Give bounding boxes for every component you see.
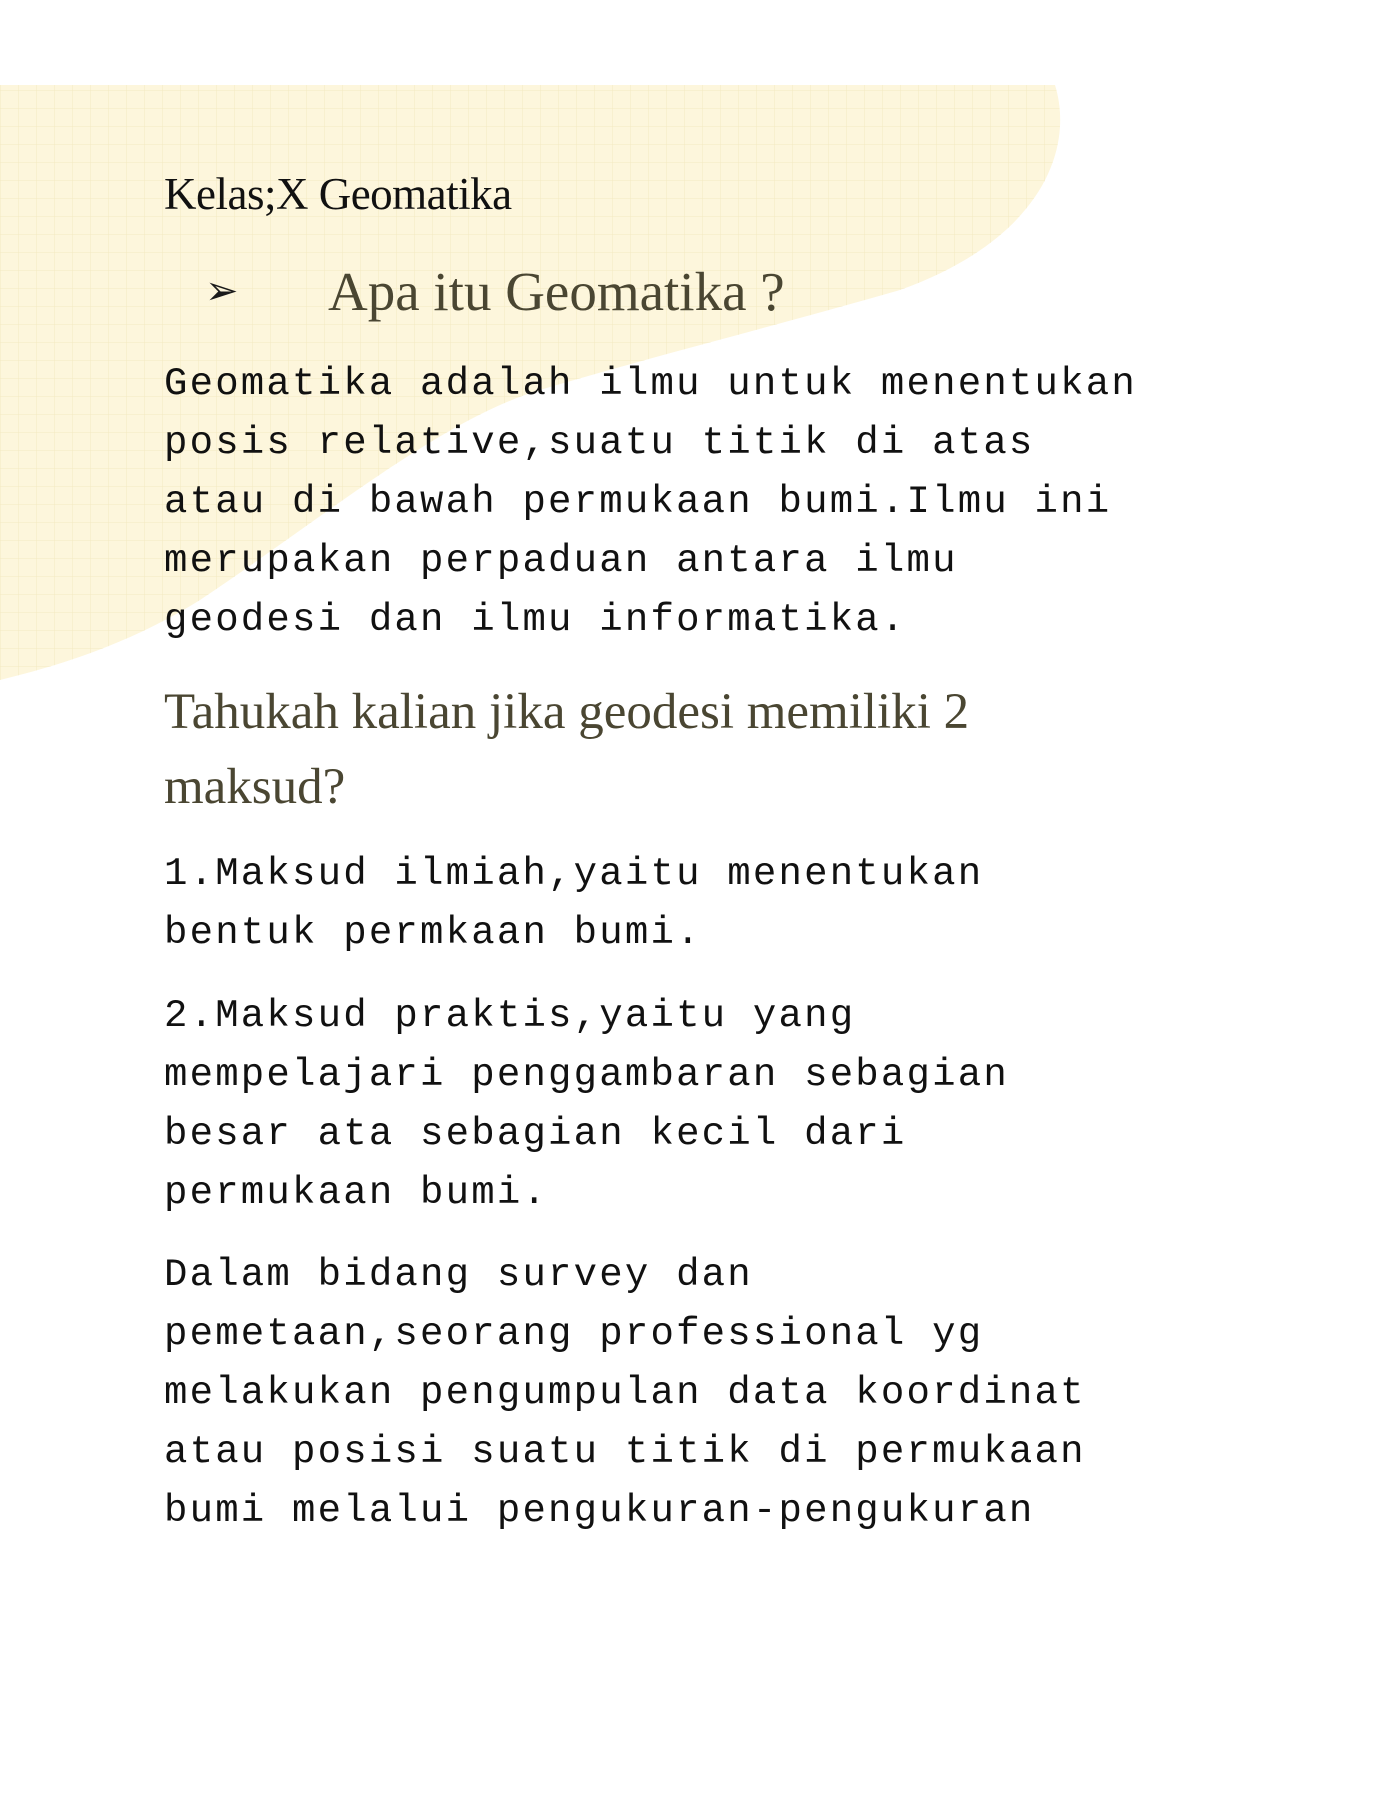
heading-geodesy-purposes: Tahukah kalian jika geodesi memiliki 2 maksud? [164, 684, 970, 815]
class-label: Kelas;X Geomatika [164, 169, 512, 219]
list-item-practical-purpose: 2.Maksud praktis,yaitu yang mempelajari penggambaran sebagian besar ata sebagian kecil dari permukaan bumi. [164, 994, 1009, 1215]
heading-what-is-geomatics: Apa itu Geomatika ? [328, 261, 785, 322]
list-item-scientific-purpose: 1.Maksud ilmiah,yaitu menentukan bentuk permkaan bumi. [164, 852, 984, 955]
arrowhead-bullet-icon: ➢ [205, 268, 239, 314]
paragraph-survey-mapping: Dalam bidang survey dan pemetaan,seorang professional yg melakukan pengumpulan data koordinat atau posisi suatu titik di permukaan bumi melalui pengukuran-pengukuran [164, 1253, 1086, 1533]
paragraph-definition: Geomatika adalah ilmu untuk menentukan posis relative,suatu titik di atas atau di bawah permukaan bumi.Ilmu ini merupakan perpaduan antara ilmu geodesi dan ilmu informatika. [164, 362, 1137, 642]
